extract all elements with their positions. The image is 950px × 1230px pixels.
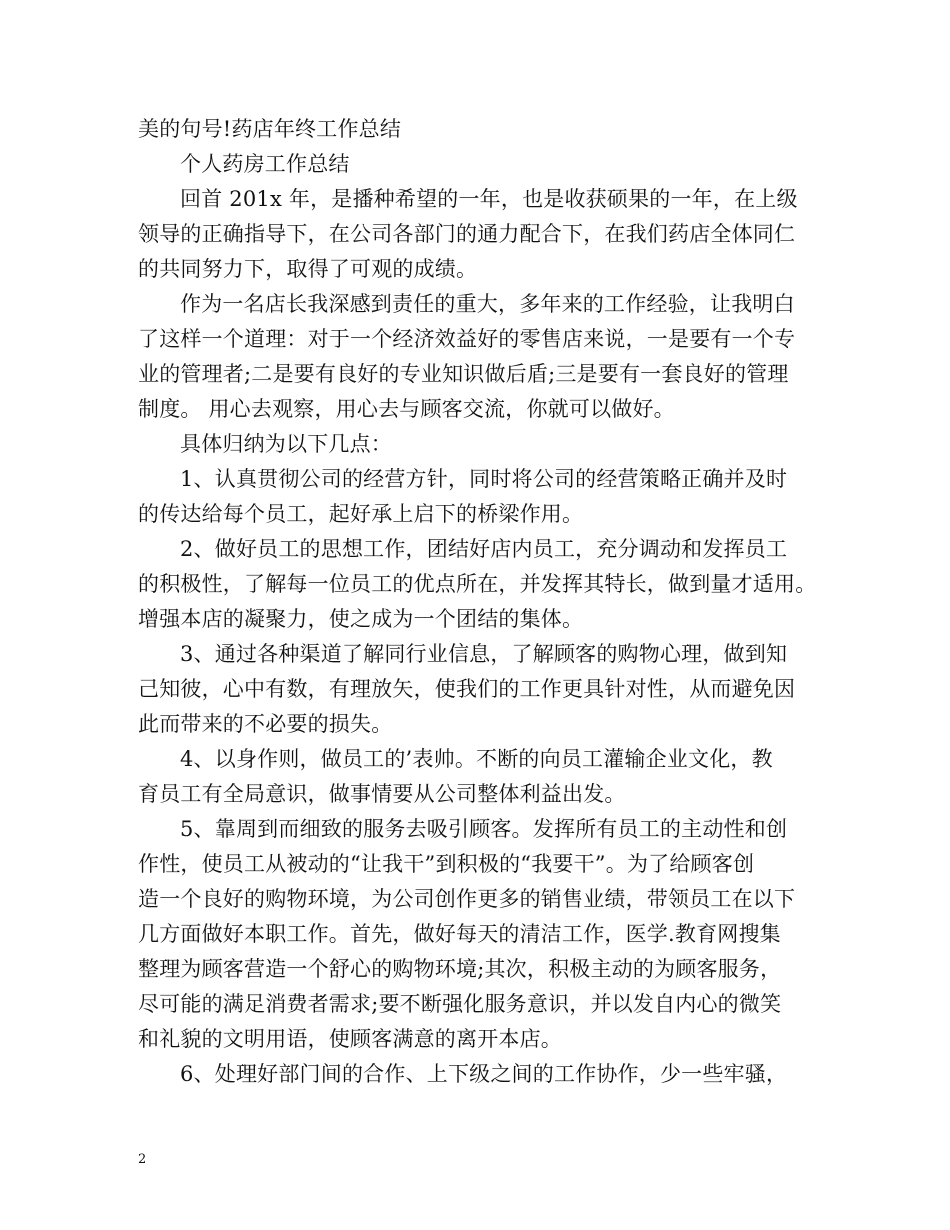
- text-line: 2、做好员工的思想工作，团结好店内员工，充分调动和发挥员工: [180, 537, 788, 561]
- text-line: 领导的正确指导下，在公司各部门的通力配合下，在我们药店全体同仁: [138, 222, 796, 246]
- text-line: 此而带来的不必要的损失。: [138, 712, 393, 736]
- text-line: 和礼貌的文明用语，使顾客满意的离开本店。: [138, 1027, 562, 1051]
- text-line: 5、靠周到而细致的服务去吸引顾客。发挥所有员工的主动性和创: [180, 817, 788, 841]
- text-line: 几方面做好本职工作。首先，做好每天的清洁工作，医学.教育网搜集: [138, 922, 781, 946]
- text-line: 育员工有全局意识，做事情要从公司整体利益出发。: [138, 782, 626, 806]
- text-line: 3、通过各种渠道了解同行业信息，了解顾客的购物心理，做到知: [180, 642, 788, 666]
- text-line: 的共同努力下，取得了可观的成绩。: [138, 257, 478, 281]
- text-line: 尽可能的满足消费者需求;要不断强化服务意识，并以发自内心的微笑: [138, 992, 782, 1016]
- text-line: 业的管理者;二是要有良好的专业知识做后盾;三是要有一套良好的管理: [138, 362, 789, 386]
- text-line: 造一个良好的购物环境，为公司创作更多的销售业绩，带领员工在以下: [138, 887, 796, 911]
- text-line: 美的句号!药店年终工作总结: [138, 117, 402, 141]
- text-line: 的积极性，了解每一位员工的优点所在，并发挥其特长，做到量才适用。: [138, 572, 817, 596]
- text-line: 4、以身作则，做员工的’表帅。不断的向员工灌输企业文化，教: [180, 747, 773, 771]
- text-line: 整理为顾客营造一个舒心的购物环境;其次，积极主动的为顾客服务，: [138, 957, 782, 981]
- text-line: 了这样一个道理：对于一个经济效益好的零售店来说，一是要有一个专: [138, 327, 796, 351]
- page-number: 2: [138, 1152, 147, 1167]
- text-line: 增强本店的凝聚力，使之成为一个团结的集体。: [138, 607, 584, 631]
- text-line: 的传达给每个员工，起好承上启下的桥梁作用。: [138, 502, 584, 526]
- text-line: 己知彼，心中有数，有理放矢，使我们的工作更具针对性，从而避免因: [138, 677, 796, 701]
- document-body: [138, 112, 818, 1092]
- text-line: 作为一名店长我深感到责任的重大，多年来的工作经验，让我明白: [180, 292, 795, 316]
- text-line: 1、认真贯彻公司的经营方针，同时将公司的经营策略正确并及时: [180, 467, 788, 491]
- text-line: 作性，使员工从被动的“让我干”到积极的“我要干”。为了给顾客创: [138, 852, 755, 876]
- text-line: 个人药房工作总结: [180, 152, 350, 176]
- text-line: 6、处理好部门间的合作、上下级之间的工作协作，少一些牢骚，: [180, 1062, 788, 1086]
- text-line: 制度。 用心去观察，用心去与顾客交流，你就可以做好。: [138, 397, 675, 421]
- text-line: 具体归纳为以下几点：: [180, 432, 392, 456]
- text-line: 回首 201x 年，是播种希望的一年，也是收获硕果的一年，在上级: [180, 187, 798, 211]
